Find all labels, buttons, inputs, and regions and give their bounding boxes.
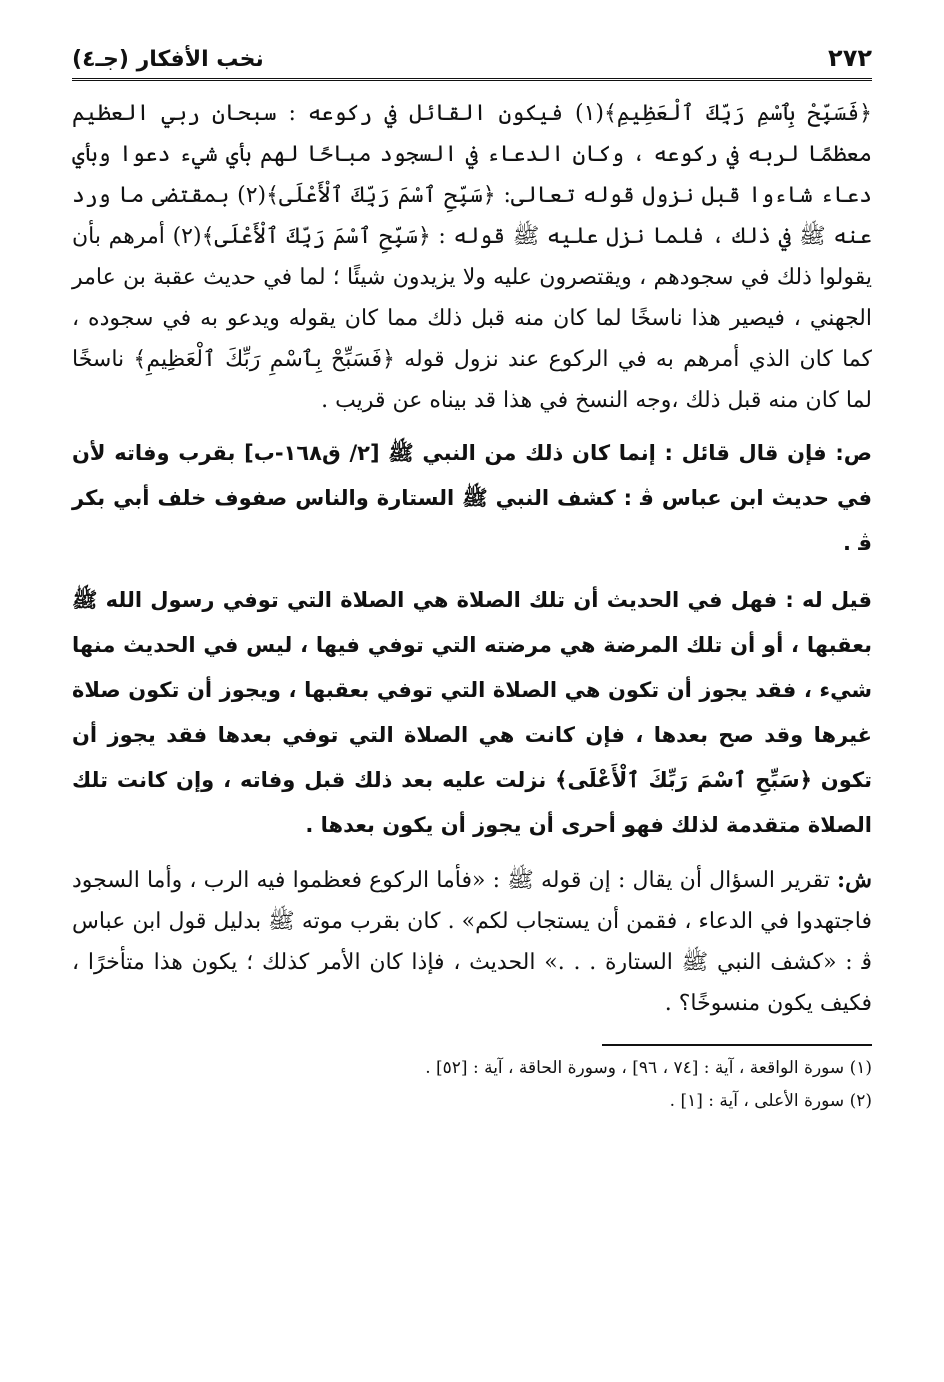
matn-paragraph-objection: ص: فإن قال قائل : إنما كان ذلك من النبي ﷺ [٢/ ق١٦٨-ب] بقرب وفاته لأن في حديث ابن عباس ﭬ : كشف النبي ﷺ الستارة والناس صفوف خلف أبي بكر ﭬ . xyxy=(72,441,872,555)
commentary-paragraph xyxy=(72,860,872,1024)
commentary-text: تقرير السؤال أن يقال : إن قوله ﷺ : «فأما الركوع فعظموا فيه الرب ، وأما السجود فاجتهدوا في الدعاء ، فقمن أن يستجاب لكم» . كان بقرب موته ﷺ بدليل قول ابن عباس ﭬ : «كشف النبي ﷺ الستارة . . .» الحديث ، فإذا كان الأمر كذلك ؛ يكون هذا متأخرًا ، فكيف يكون منسوخًا؟ . xyxy=(72,868,872,1016)
footnote-1: (١) سورة الواقعة ، آية : [٧٤ ، ٩٦] ، وسورة الحاقة ، آية : [٥٢] . xyxy=(425,1058,872,1078)
page-number: ٢٧٢ xyxy=(828,44,872,72)
footnote-divider xyxy=(602,1044,872,1046)
running-header xyxy=(72,44,872,81)
page xyxy=(72,44,872,1118)
matn-paragraph-reply: قيل له : فهل في الحديث أن تلك الصلاة هي الصلاة التي توفي رسول الله ﷺ بعقبها ، أو أن تلك المرضة هي مرضته التي توفي فيها ، ليس في الحديث منها شيء ، فقد يجوز أن تكون هي الصلاة التي توفي بعقبها ، ويجوز أن تكون صلاة غيرها وقد صح بعدها ، فإن كانت هي الصلاة التي توفي بعدها فقد يجوز أن تكون ﴿سَبِّحِ ٱسْمَ رَبِّكَ ٱلْأَعْلَى﴾ نزلت عليه بعد ذلك قبل وفاته ، وإن كانت تلك الصلاة متقدمة لذلك فهو أحرى أن يجوز أن يكون بعدها . xyxy=(72,588,872,837)
book-title: نخب الأفكار (جـ٤) xyxy=(72,47,264,72)
commentary-marker: ش: xyxy=(837,867,872,893)
footnote-2: (٢) سورة الأعلى ، آية : [١] . xyxy=(669,1091,872,1111)
body-paragraph-1: ﴿فَسَبِّحْ بِٱسْمِ رَبِّكَ ٱلْعَظِيمِ﴾(١) فيكون القائل في ركوعه : سبحان ربي العظيم معظمًا لربه في ركوعه ، وكان الدعاء في السجود مباحًا لهم بأي شيء دعوا وبأي دعاء شاءوا قبل نزول قوله تعالى: ﴿سَبِّحِ ٱسْمَ رَبِّكَ ٱلْأَعْلَى﴾(٢) بمقتضى ما ورد عنه ﷺ في ذلك ، فلما نزل عليه ﷺ قوله : ﴿سَبِّحِ ٱسْمَ رَبِّكَ ٱلْأَعْلَى﴾(٢) أمرهم بأن يقولوا ذلك في سجودهم ، ويقتصرون عليه ولا يزيدون شيئًا ؛ لما في حديث عقبة بن عامر الجهني ، فيصير هذا ناسخًا لما كان منه قبل ذلك مما كان يقوله ويدعو به في سجوده ، كما كان الذي أمرهم به في الركوع عند نزول قوله ﴿فَسَبِّحْ بِٱسْمِ رَبِّكَ ٱلْعَظِيمِ﴾ ناسخًا لما كان منه قبل ذلك ،وجه النسخ في هذا قد بيناه عن قريب . xyxy=(72,101,872,413)
